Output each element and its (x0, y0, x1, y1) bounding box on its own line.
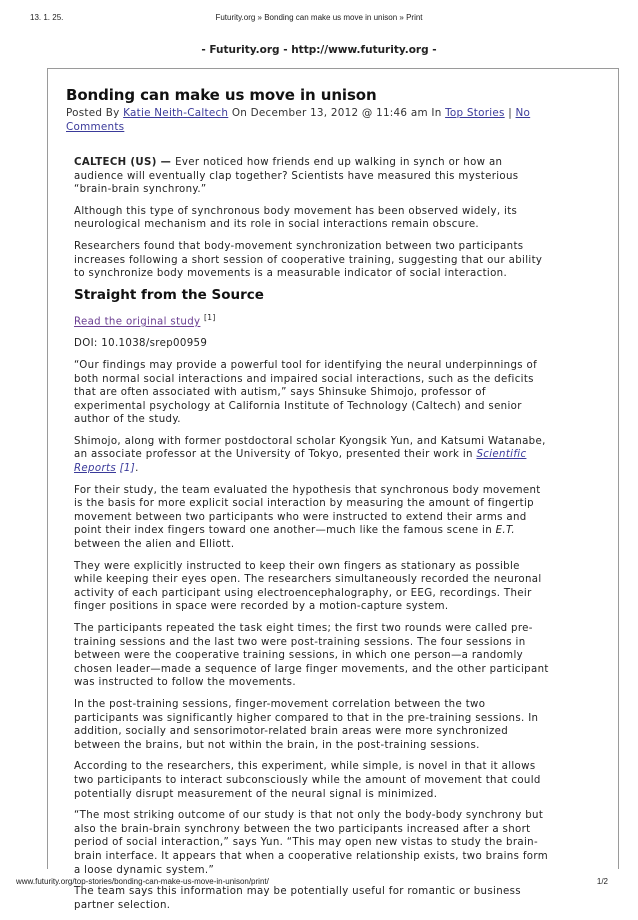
footnote-ref: [1] (204, 313, 216, 323)
paragraph: For their study, the team evaluated the hypothesis that synchronous body movement is the basis for more explicit social interaction by measuring the amount of fingertip movement between two participants who were instructed to extend their arms and point their index fingers toward one another—much like the famous scene in E.T. between the alien and Elliott. (74, 484, 541, 551)
author-link[interactable]: Katie Neith-Caltech (123, 107, 229, 119)
paragraph: They were explicitly instructed to keep their own fingers as stationary as possible while keeping their eyes open. The researchers simultaneously recorded the neuronal activity of each participant using electroencephalography, or EEG, recordings. Their finger positions in space were recorded by a motion-capture system. (74, 560, 542, 613)
paragraph: The team says this information may be potentially useful for romantic or business partner selection. (74, 886, 521, 911)
paragraph: In the post-training sessions, finger-movement correlation between the two participants was significantly higher compared to that in the pre-training sessions. In addition, socially and sensorimotor-related brain areas were more synchronized between the brains, but not within the brain, in the post-training sessions. (74, 698, 539, 751)
print-date: 13. 1. 25. (30, 13, 64, 22)
print-footer (16, 877, 608, 889)
paragraph: The participants repeated the task eight times; the first two rounds were called pre-training sessions and the last two were post-training sessions. The four sessions in between were the cooperative training sessions, in which one person—a randomly chosen leader—made a sequence of large finger movements, and the other participant was instructed to follow the movements. (74, 623, 549, 689)
journal-link[interactable]: Scientific Reports (74, 449, 527, 475)
paragraph: “The most striking outcome of our study is that not only the body-body synchrony but also the brain-brain synchrony between the two participants increased after a short period of social interaction,” says Yun. “This may open new vistas to study the brain-brain interface. It appears that when a cooperative relationship exists, two brains form a loose dynamic system.” (74, 810, 548, 876)
category-link[interactable]: Top Stories (445, 107, 505, 119)
paragraph: Researchers found that body-movement synchronization between two participants increases following a short session of cooperative training, suggesting that our ability to synchronize body movements is a measurable indicator of social interaction. (74, 240, 543, 280)
paragraph: “Our findings may provide a powerful tool for identifying the neural underpinnings of both normal social interactions and impaired social interactions, such as the deficits that are often associated with autism,” says Shinsuke Shimojo, professor of experimental psychology at California Institute of Technology (Caltech) and senior author of the study. (74, 359, 538, 426)
meta-separator: | (504, 107, 516, 119)
article-body (74, 156, 550, 920)
paragraph: Although this type of synchronous body movement has been observed widely, its neurological mechanism and its role in social interactions remain obscure. (74, 205, 518, 231)
source-line (74, 311, 550, 329)
paragraph: According to the researchers, this experiment, while simple, is novel in that it allows two participants to interact subconsciously while the amount of movement that could potentially disrupt measurement of the neural signal is minimized. (74, 761, 541, 800)
meta-prefix: Posted By (66, 107, 124, 119)
comments-link[interactable]: No Comments (66, 107, 531, 133)
doi: DOI: 10.1038/srep00959 (74, 338, 208, 350)
footnote-ref: [1] (119, 463, 136, 475)
lead-label: CALTECH (US) — (74, 157, 176, 168)
meta-date: On December 13, 2012 @ 11:46 am In (228, 107, 446, 119)
section-heading: Straight from the Source (74, 286, 264, 303)
original-study-link[interactable]: Read the original study (74, 316, 201, 328)
article-title: Bonding can make us move in unison (66, 86, 377, 104)
page-url: www.futurity.org/top-stories/bonding-can-make-us-move-in-unison/print/ (16, 877, 269, 886)
print-page-title: Futurity.org » Bonding can make us move in unison » Print (215, 13, 423, 22)
paragraph: CALTECH (US) — Ever noticed how friends end up walking in synch or how an audience will eventually clap together? Scientists have measured this mysterious “brain-brain synchrony.” (74, 157, 519, 196)
print-header (30, 13, 608, 25)
page-number: 1/2 (596, 877, 608, 886)
paragraph: Shimojo, along with former postdoctoral scholar Kyongsik Yun, and Katsumi Watanabe, an associate professor at the University of Tokyo, presented their work in Scientific Reports [1]. (74, 435, 546, 475)
article-meta (66, 106, 556, 134)
site-header: - Futurity.org - http://www.futurity.org - (201, 44, 437, 56)
